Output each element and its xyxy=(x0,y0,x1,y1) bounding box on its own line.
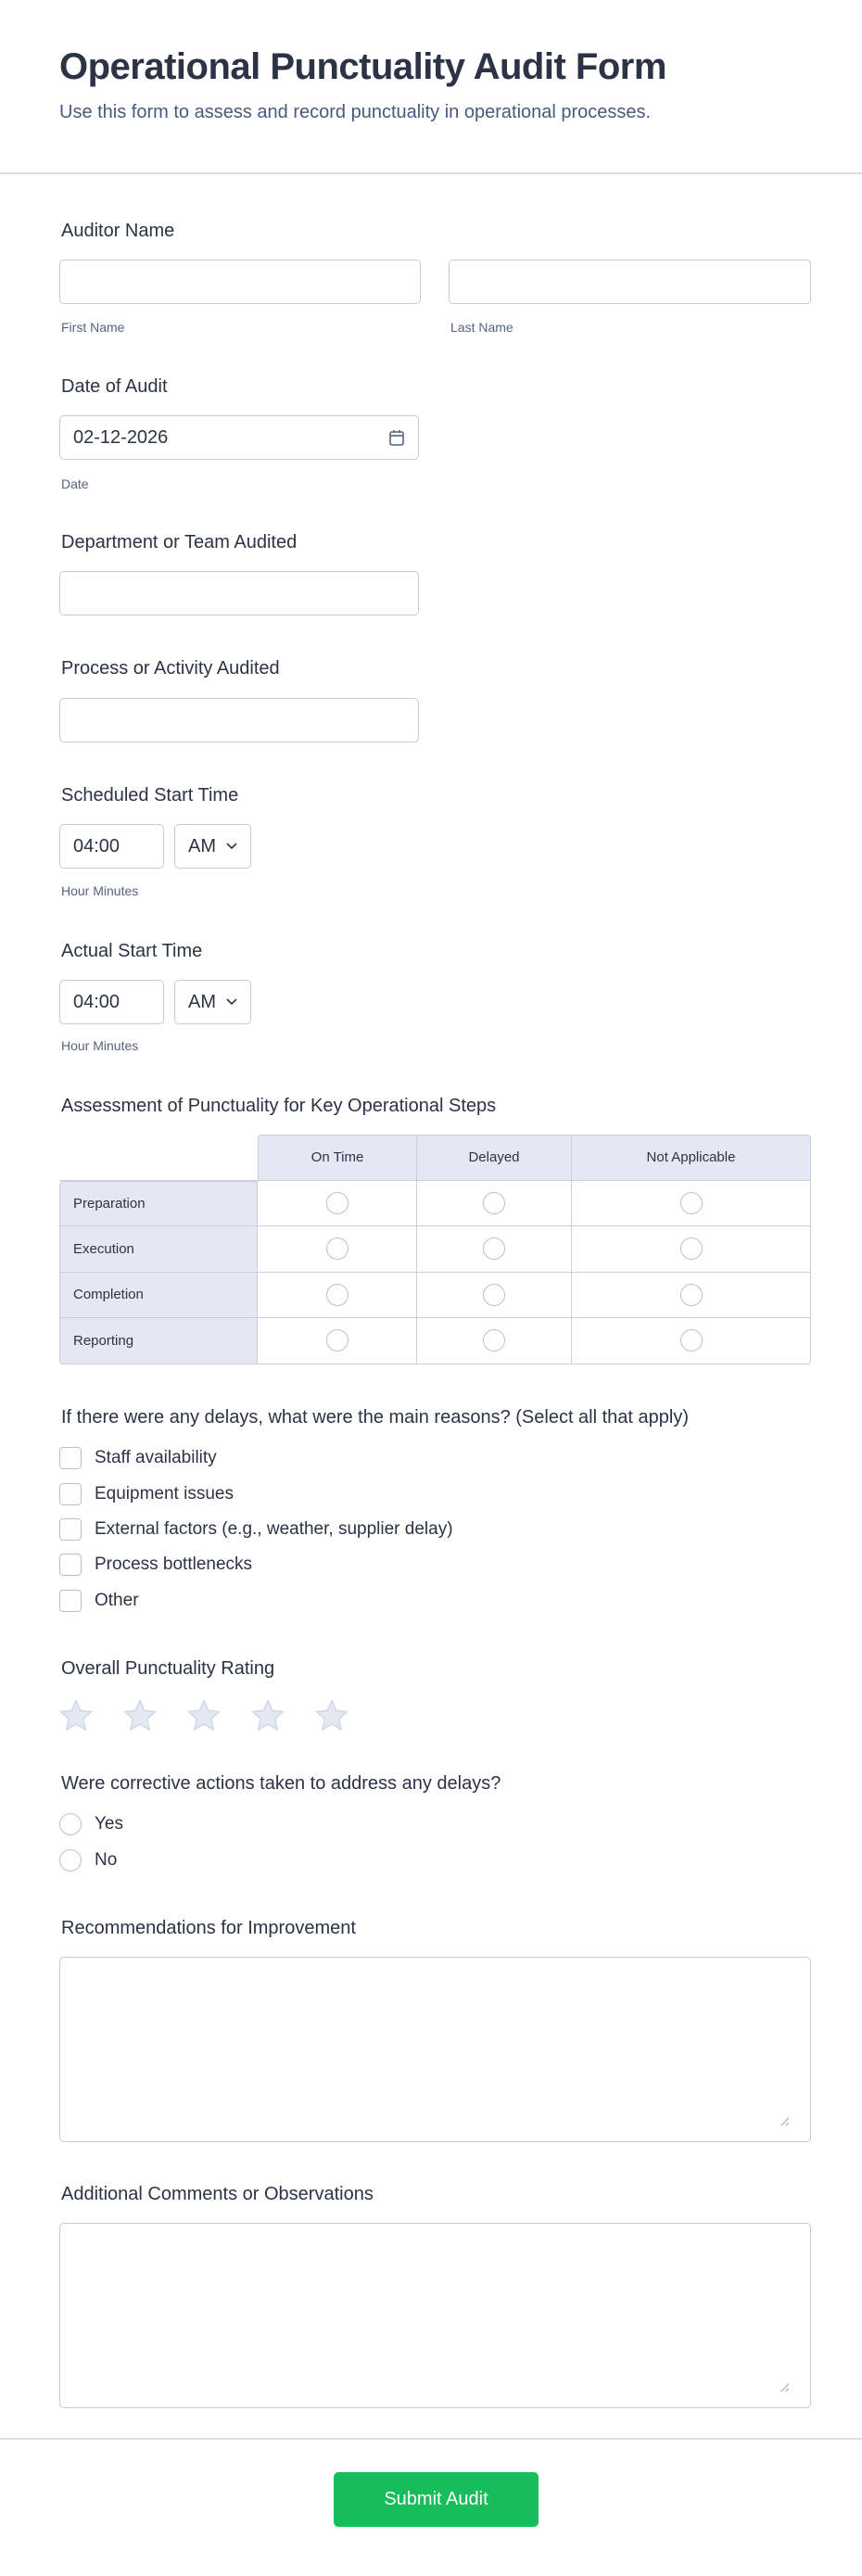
matrix-radio[interactable] xyxy=(483,1329,505,1351)
actual-ampm-select[interactable] xyxy=(174,980,251,1024)
table-row xyxy=(59,1226,811,1273)
matrix-radio[interactable] xyxy=(326,1284,349,1306)
department-input[interactable] xyxy=(59,571,419,615)
row-label: Execution xyxy=(59,1226,258,1273)
delays-label: If there were any delays, what were the main reasons? (Select all that apply) xyxy=(61,1407,690,1428)
first-name-sublabel: First Name xyxy=(61,320,125,335)
first-name-input[interactable] xyxy=(59,260,421,304)
checkbox[interactable] xyxy=(59,1590,82,1612)
scheduled-ampm-select[interactable] xyxy=(174,824,251,869)
matrix-radio[interactable] xyxy=(326,1192,349,1214)
recommendations-textarea[interactable] xyxy=(59,1957,811,2142)
matrix-radio[interactable] xyxy=(680,1284,703,1306)
row-label: Preparation xyxy=(59,1181,258,1227)
rating-label: Overall Punctuality Rating xyxy=(61,1658,275,1679)
matrix-label: Assessment of Punctuality for Key Operational Steps xyxy=(61,1096,497,1116)
option-label: Yes xyxy=(95,1814,123,1834)
footer-divider xyxy=(0,2438,862,2440)
actual-time-sublabel: Hour Minutes xyxy=(61,1038,139,1053)
star-rating xyxy=(57,1697,350,1734)
recommendations-label: Recommendations for Improvement xyxy=(61,1918,356,1938)
scheduled-time-input[interactable]: 04:00 xyxy=(59,824,164,869)
matrix-radio[interactable] xyxy=(326,1237,349,1260)
delay-option[interactable] xyxy=(59,1518,453,1541)
delay-option[interactable] xyxy=(59,1483,234,1505)
option-label: Process bottlenecks xyxy=(95,1554,253,1574)
actual-ampm-value: AM xyxy=(188,991,216,1012)
scheduled-time-label: Scheduled Start Time xyxy=(61,785,239,806)
option-label: Other xyxy=(95,1591,139,1610)
table-row xyxy=(59,1318,811,1364)
header-divider xyxy=(0,172,862,174)
auditor-name-label: Auditor Name xyxy=(61,221,175,241)
form-title: Operational Punctuality Audit Form xyxy=(59,46,666,87)
delay-option[interactable] xyxy=(59,1447,217,1469)
actual-time-input[interactable]: 04:00 xyxy=(59,980,164,1024)
option-label: Equipment issues xyxy=(95,1484,234,1504)
matrix-radio[interactable] xyxy=(483,1237,505,1260)
star-icon[interactable] xyxy=(121,1697,158,1734)
scheduled-time-sublabel: Hour Minutes xyxy=(61,883,139,898)
option-label: No xyxy=(95,1850,118,1870)
radio[interactable] xyxy=(59,1849,82,1872)
star-icon[interactable] xyxy=(249,1697,286,1734)
option-label: Staff availability xyxy=(95,1448,217,1467)
corrective-label: Were corrective actions taken to address any delays? xyxy=(61,1773,501,1794)
form-subtitle: Use this form to assess and record punctuality in operational processes. xyxy=(59,102,652,122)
date-input[interactable] xyxy=(59,415,419,460)
star-icon[interactable] xyxy=(57,1697,95,1734)
last-name-input[interactable] xyxy=(449,260,811,304)
matrix-radio[interactable] xyxy=(680,1192,703,1214)
department-label: Department or Team Audited xyxy=(61,532,298,552)
chevron-down-icon xyxy=(226,843,237,850)
checkbox[interactable] xyxy=(59,1518,82,1541)
matrix-radio[interactable] xyxy=(680,1329,703,1351)
column-header: On Time xyxy=(258,1135,417,1181)
submit-button[interactable]: Submit Audit xyxy=(334,2472,539,2527)
corrective-option-yes[interactable] xyxy=(59,1813,123,1835)
checkbox[interactable] xyxy=(59,1483,82,1505)
comments-label: Additional Comments or Observations xyxy=(61,2184,374,2204)
last-name-sublabel: Last Name xyxy=(450,320,513,335)
matrix-corner xyxy=(59,1135,258,1181)
process-input[interactable] xyxy=(59,698,419,742)
table-row xyxy=(59,1273,811,1319)
matrix-radio[interactable] xyxy=(326,1329,349,1351)
matrix-radio[interactable] xyxy=(483,1192,505,1214)
date-sublabel: Date xyxy=(61,476,89,491)
star-icon[interactable] xyxy=(313,1697,350,1734)
punctuality-matrix xyxy=(59,1135,811,1364)
row-label: Completion xyxy=(59,1273,258,1319)
calendar-icon[interactable] xyxy=(388,428,405,447)
table-row xyxy=(59,1181,811,1227)
option-label: External factors (e.g., weather, supplier delay) xyxy=(95,1519,453,1539)
actual-time-label: Actual Start Time xyxy=(61,941,203,961)
process-label: Process or Activity Audited xyxy=(61,658,280,679)
row-label: Reporting xyxy=(59,1318,258,1364)
date-label: Date of Audit xyxy=(61,376,168,397)
corrective-option-no[interactable] xyxy=(59,1849,117,1872)
matrix-radio[interactable] xyxy=(483,1284,505,1306)
matrix-radio[interactable] xyxy=(680,1237,703,1260)
star-icon[interactable] xyxy=(185,1697,222,1734)
checkbox[interactable] xyxy=(59,1447,82,1469)
comments-textarea[interactable] xyxy=(59,2223,811,2408)
scheduled-ampm-value: AM xyxy=(188,835,216,857)
delay-option[interactable] xyxy=(59,1590,139,1612)
date-value: 02-12-2026 xyxy=(73,426,169,448)
chevron-down-icon xyxy=(226,998,237,1006)
delay-option[interactable] xyxy=(59,1554,252,1576)
column-header: Not Applicable xyxy=(572,1135,811,1181)
radio[interactable] xyxy=(59,1813,82,1835)
column-header: Delayed xyxy=(417,1135,572,1181)
checkbox[interactable] xyxy=(59,1554,82,1576)
